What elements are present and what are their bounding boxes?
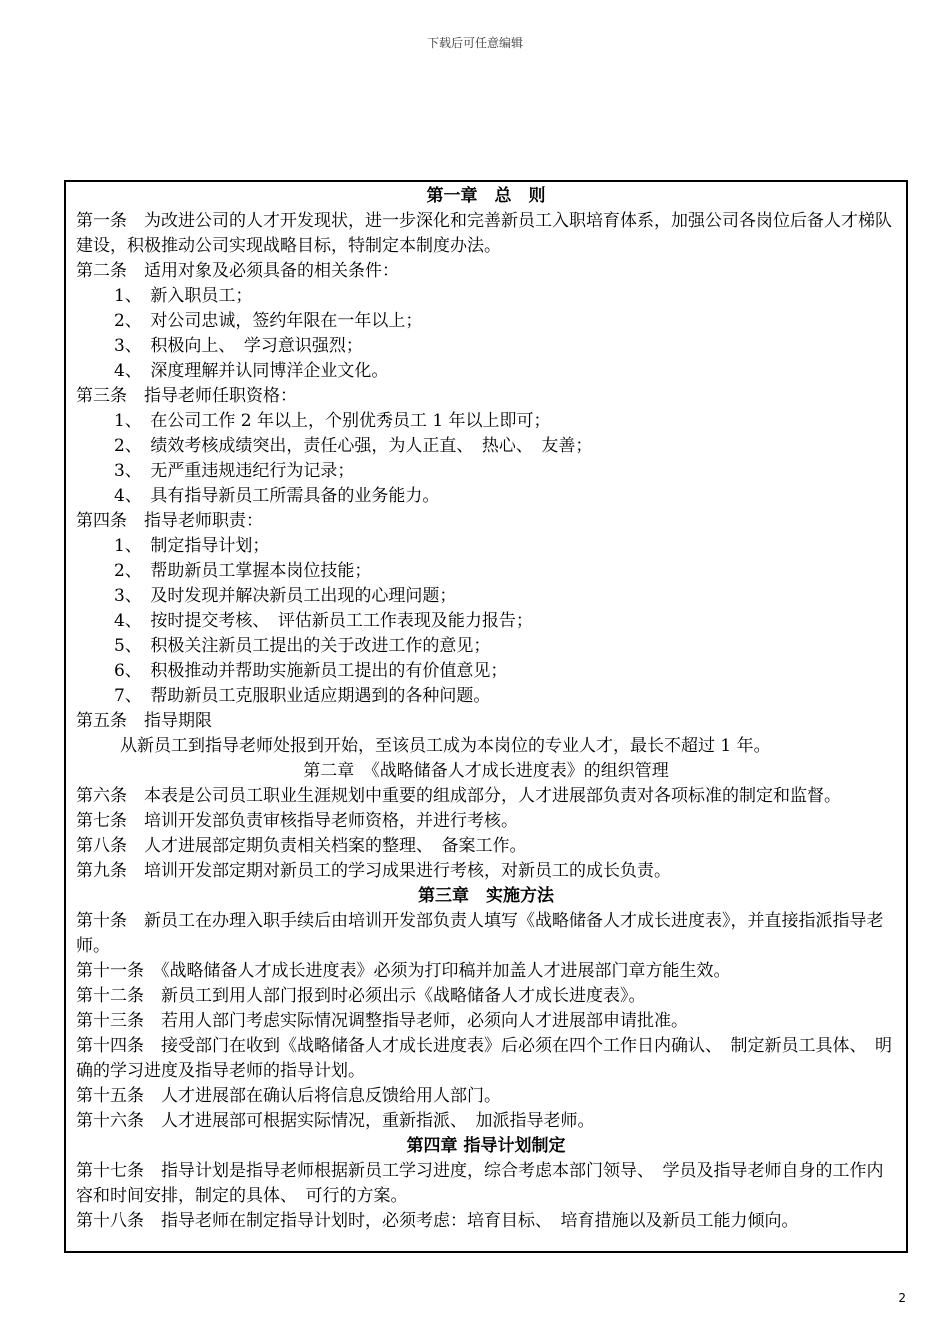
paragraph: 第二条 适用对象及必须具备的相关条件：: [76, 261, 399, 281]
chapter-heading: 第四章 指导计划制定: [406, 1136, 566, 1156]
chapter-heading: 第一章 总 则: [426, 186, 546, 206]
list-item: 2、 绩效考核成绩突出，责任心强，为人正直、 热心、 友善；: [114, 436, 593, 456]
list-item: 4、 深度理解并认同博洋企业文化。: [114, 361, 389, 381]
page-number: 2: [898, 1291, 906, 1305]
paragraph: 第十四条 接受部门在收到《战略储备人才成长进度表》后必须在四个工作日内确认、 制定新员工具体、 明确的学习进度及指导老师的指导计划。: [76, 1036, 892, 1081]
list-item: 1、 新入职员工；: [114, 286, 253, 306]
paragraph: 第十三条 若用人部门考虑实际情况调整指导老师，必须向人才进展部申请批准。: [76, 1011, 688, 1031]
list-item: 3、 及时发现并解决新员工出现的心理问题；: [114, 586, 457, 606]
paragraph: 第十八条 指导老师在制定指导计划时，必须考虑：培育目标、 培育措施以及新员工能力倾向。: [76, 1211, 799, 1231]
paragraph: 第十六条 人才进展部可根据实际情况，重新指派、 加派指导老师。: [76, 1111, 595, 1131]
paragraph: 第七条 培训开发部负责审核指导老师资格，并进行考核。: [76, 811, 518, 831]
paragraph: 第三条 指导老师任职资格：: [76, 386, 297, 406]
paragraph: 第五条 指导期限: [76, 711, 212, 731]
paragraph: 第九条 培训开发部定期对新员工的学习成果进行考核，对新员工的成长负责。: [76, 861, 671, 881]
list-item: 6、 积极推动并帮助实施新员工提出的有价值意见；: [114, 661, 508, 681]
list-item: 1、 在公司工作 2 年以上，个别优秀员工 1 年以上即可；: [114, 411, 551, 431]
paragraph: 第十二条 新员工到用人部门报到时必须出示《战略储备人才成长进度表》。: [76, 986, 646, 1006]
paragraph: 第一条 为改进公司的人才开发现状，进一步深化和完善新员工入职培育体系，加强公司各岗位后备人才梯队建设，积极推动公司实现战略目标，特制定本制度办法。: [76, 211, 892, 256]
list-item: 7、 帮助新员工克服职业适应期遇到的各种问题。: [114, 686, 491, 706]
indented-paragraph: 从新员工到指导老师处报到开始，至该员工成为本岗位的专业人才，最长不超过 1 年。: [120, 736, 771, 756]
list-item: 2、 对公司忠诚，签约年限在一年以上；: [114, 311, 423, 331]
paragraph: 第十一条 《战略储备人才成长进度表》必须为打印稿并加盖人才进展部门章方能生效。: [76, 961, 731, 981]
paragraph: 第四条 指导老师职责：: [76, 511, 263, 531]
paragraph: 第六条 本表是公司员工职业生涯规划中重要的组成部分，人才进展部负责对各项标准的制定和监督。: [76, 786, 841, 806]
list-item: 5、 积极关注新员工提出的关于改进工作的意见；: [114, 636, 491, 656]
list-item: 2、 帮助新员工掌握本岗位技能；: [114, 561, 372, 581]
list-item: 3、 无严重违规违纪行为记录；: [114, 461, 355, 481]
list-item: 4、 按时提交考核、 评估新员工工作表现及能力报告；: [114, 611, 533, 631]
paragraph: 第十七条 指导计划是指导老师根据新员工学习进度，综合考虑本部门领导、 学员及指导老师自身的工作内容和时间安排，制定的具体、 可行的方案。: [76, 1161, 884, 1206]
paragraph: 第十五条 人才进展部在确认后将信息反馈给用人部门。: [76, 1086, 501, 1106]
chapter-heading: 第三章 实施方法: [418, 886, 554, 906]
list-item: 3、 积极向上、 学习意识强烈；: [114, 336, 363, 356]
paragraph: 第十条 新员工在办理入职手续后由培训开发部负责人填写《战略储备人才成长进度表》，并直接指派指导老师。: [76, 911, 884, 956]
list-item: 4、 具有指导新员工所需具备的业务能力。: [114, 486, 440, 506]
paragraph: 第八条 人才进展部定期负责相关档案的整理、 备案工作。: [76, 836, 527, 856]
header-note: 下载后可任意编辑: [426, 36, 523, 50]
chapter-heading: 第二章 《战略储备人才成长进度表》的组织管理: [303, 761, 669, 781]
document-body: [64, 180, 908, 1253]
list-item: 1、 制定指导计划；: [114, 536, 270, 556]
